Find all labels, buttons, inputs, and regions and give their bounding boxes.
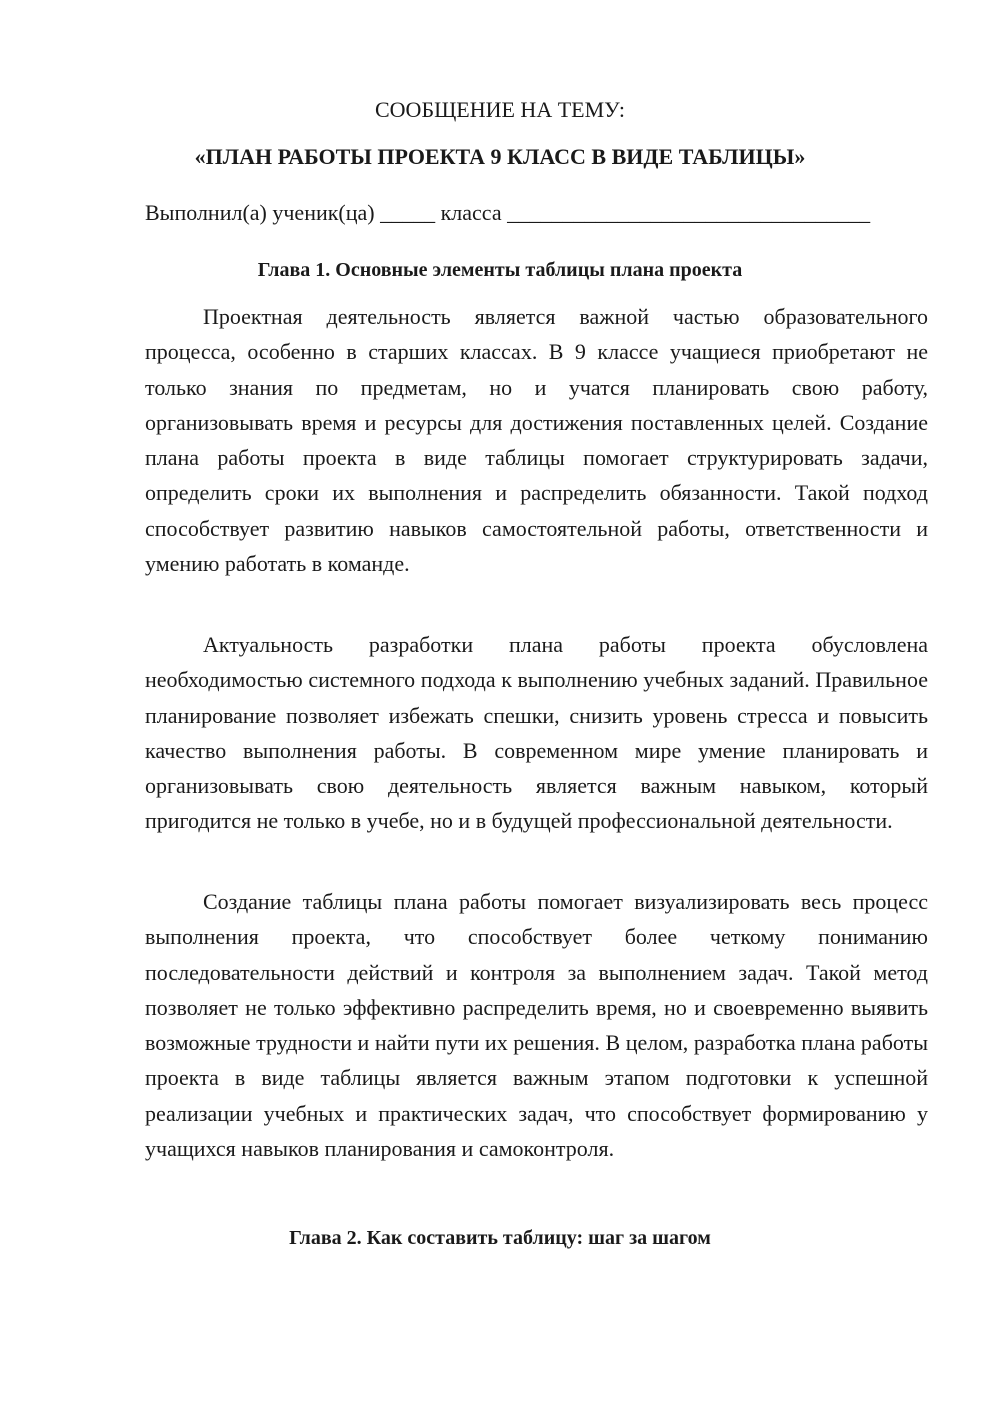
document-label: СООБЩЕНИЕ НА ТЕМУ: xyxy=(375,97,625,122)
chapter-2-heading: Глава 2. Как составить таблицу: шаг за шагом xyxy=(289,1227,711,1249)
document-title: «ПЛАН РАБОТЫ ПРОЕКТА 9 КЛАСС В ВИДЕ ТАБЛИЦЫ» xyxy=(194,144,806,169)
chapter-1-heading: Глава 1. Основные элементы таблицы плана проекта xyxy=(257,259,743,281)
chapter-1-paragraph-1: Проектная деятельность является важной частью образовательного процесса, особенно в старших классах. В 9 классе учащиеся приобретают не только знания по предметам, но и учатся планировать свою работу, организовывать время и ресурсы для достижения поставленных целей. Создание плана работы проекта в виде таблицы помогает структурировать задачи, определить сроки их выполнения и распределить обязанности. Такой подход способствует развитию навыков самостоятельной работы, ответственности и умению работать в команде. xyxy=(145,304,928,577)
chapter-1-paragraph-3: Создание таблицы плана работы помогает визуализировать весь процесс выполнения проекта, что способствует более четкому пониманию последовательности действий и контроля за выполнением задач. Такой метод позволяет не только эффективно распределить время, но и своевременно выявить возможные трудности и найти пути их решения. В целом, разработка плана работы проекта в виде таблицы является важным этапом подготовки к успешной реализации учебных и практических задач, что способствует формированию у учащихся навыков планирования и самоконтроля. xyxy=(145,889,928,1162)
chapter-1-paragraph-2: Актуальность разработки плана работы проекта обусловлена необходимостью системного подхода к выполнению учебных заданий. Правильное планирование позволяет избежать спешки, снизить уровень стресса и повысить качество выполнения работы. В современном мире умение планировать и организовывать свою деятельность является важным навыком, который пригодится не только в учебе, но и в будущей профессиональной деятельности. xyxy=(145,632,928,834)
author-line: Выполнил(а) ученик(ца) _____ класса _________________________________ xyxy=(145,200,871,225)
